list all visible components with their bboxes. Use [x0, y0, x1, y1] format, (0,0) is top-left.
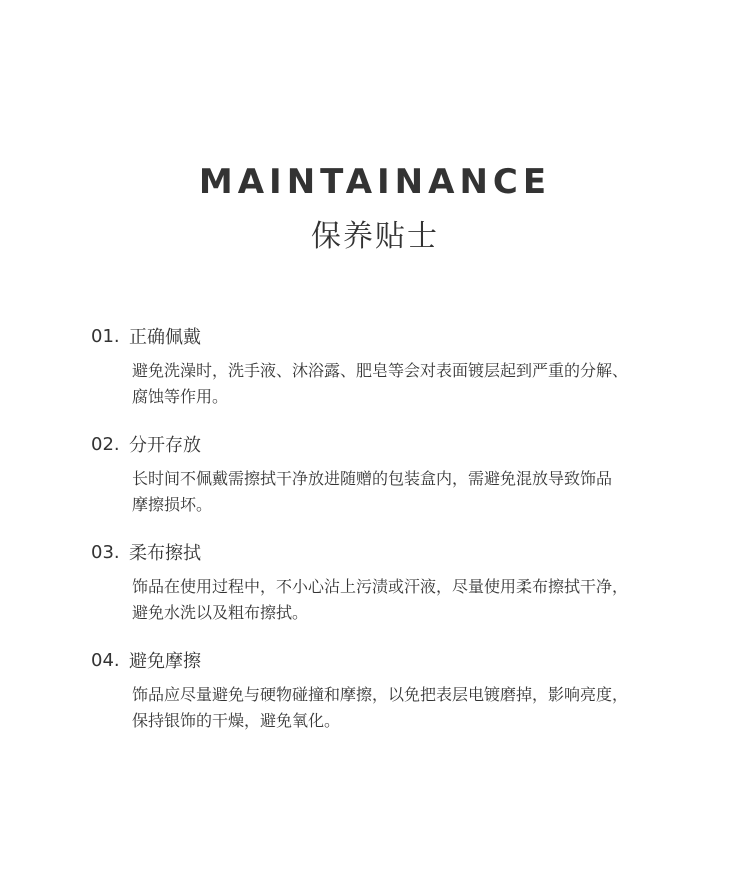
tip-description-line: 饰品应尽量避免与硬物碰撞和摩擦，以免把表层电镀磨掉，影响亮度， [132, 685, 629, 704]
tip-number: 03. [91, 541, 120, 563]
tip-description-line: 避免洗澡时，洗手液、沐浴露、肥皂等会对表面镀层起到严重的分解、 [132, 361, 629, 380]
tip-description [132, 682, 672, 734]
tip-heading [91, 644, 201, 676]
tip-number: 04. [91, 649, 120, 671]
tip-heading [91, 320, 201, 352]
tip-number: 02. [91, 433, 120, 455]
tip-number: 01. [91, 325, 120, 347]
tip-description-line: 饰品在使用过程中，不小心沾上污渍或汗液，尽量使用柔布擦拭干净， [132, 577, 629, 596]
tips-list [0, 320, 750, 752]
page-title-english: MAINTAINANCE [198, 162, 552, 202]
tip-title: 正确佩戴 [129, 327, 201, 348]
tip-description [132, 466, 672, 518]
tip-description-line: 腐蚀等作用。 [132, 387, 229, 406]
tip-description [132, 358, 672, 410]
tip-description-line: 长时间不佩戴需擦拭干净放进随赠的包装盒内，需避免混放导致饰品 [132, 469, 613, 488]
tip-description [132, 574, 672, 626]
tip-title: 柔布擦拭 [129, 543, 201, 564]
tip-section-1 [0, 320, 750, 428]
tip-heading [91, 536, 201, 568]
tip-section-4 [0, 644, 750, 752]
tip-section-2 [0, 428, 750, 536]
tip-section-3 [0, 536, 750, 644]
tip-description-line: 保持银饰的干燥，避免氧化。 [132, 711, 341, 730]
page-title-chinese: 保养贴士 [311, 219, 439, 254]
tip-description-line: 避免水洗以及粗布擦拭。 [132, 603, 309, 622]
tip-heading [91, 428, 201, 460]
tip-title: 避免摩擦 [129, 651, 201, 672]
tip-description-line: 摩擦损坏。 [132, 495, 213, 514]
tip-title: 分开存放 [129, 435, 201, 456]
